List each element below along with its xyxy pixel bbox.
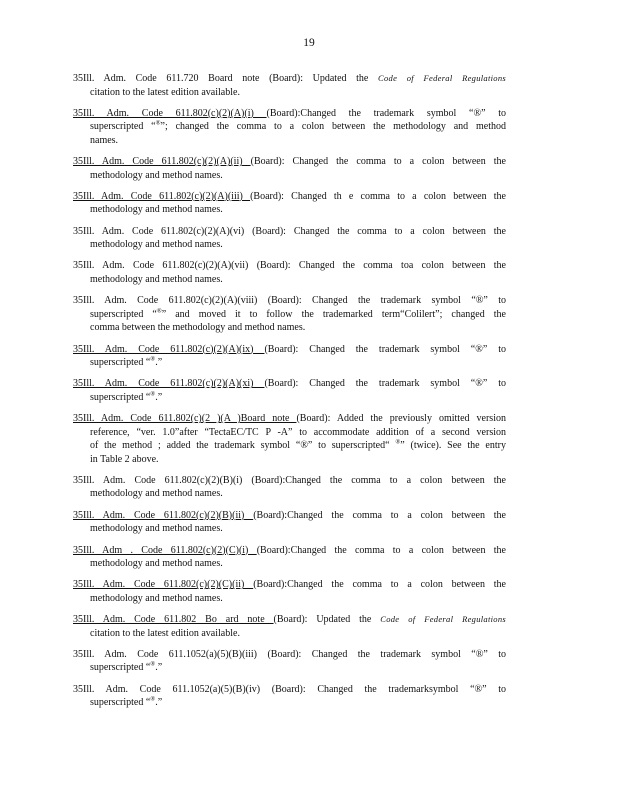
- entry-text: methodology and method names.: [90, 169, 223, 181]
- entry-first-line: [73, 544, 506, 558]
- errata-entry: [73, 294, 506, 335]
- entry-continuation-line: [73, 321, 506, 335]
- entry-text: (Board): Changed the trademark symbol “®” to: [264, 378, 507, 390]
- entry-text: (Board): Changed th e comma to a colon between the: [250, 190, 506, 202]
- entry-first-line: [73, 683, 506, 697]
- entry-continuation-line: [73, 134, 506, 148]
- citation-text: 35Ill. Adm. Code 611.802(c)(2)(B)(ii): [73, 509, 254, 521]
- errata-entry: [73, 613, 506, 640]
- entry-text: superscripted “: [90, 121, 156, 133]
- entry-text: comma between the methodology and method names.: [90, 322, 306, 334]
- errata-entry: [73, 578, 506, 605]
- citation-text: 35Ill. Adm. Code 611.802(c)(2)(A)(ix): [73, 343, 265, 355]
- entry-continuation-line: [73, 439, 506, 453]
- entry-continuation-line: [73, 627, 506, 641]
- entry-text: (Board):Changed the comma to a colon between the: [253, 509, 506, 521]
- citation-text: 35Ill. Adm. Code 611.802 Bo ard note: [73, 614, 274, 626]
- errata-entry: [73, 190, 506, 217]
- entry-first-line: [73, 613, 506, 627]
- entry-first-line: [73, 509, 506, 523]
- superscript-symbol: ®: [155, 119, 161, 127]
- entry-continuation-line: [73, 308, 506, 322]
- entry-text: (Board): Added the previously omitted version: [296, 413, 506, 425]
- entry-text: methodology and method names.: [90, 488, 223, 500]
- errata-entry: [73, 107, 506, 148]
- entry-text: methodology and method names.: [90, 204, 223, 216]
- entry-text: ” and moved it to follow the trademarked term“Colilert”; changed the: [161, 308, 506, 320]
- entry-first-line: [73, 107, 506, 121]
- entry-text: (Board):Changed the trademark symbol “®” to: [266, 107, 506, 119]
- entry-text: (Board):Changed the comma to a colon between the: [253, 579, 506, 591]
- entry-text: superscripted “: [90, 391, 151, 403]
- entry-continuation-line: [73, 238, 506, 252]
- entry-first-line: [73, 190, 506, 204]
- entry-continuation-line: [73, 487, 506, 501]
- errata-entry: [73, 377, 506, 404]
- citation-text: 35Ill. Adm. Code 611.802(c)(2)(A)(vi) (Board): Changed the comma to a colon between the: [73, 225, 506, 237]
- entry-text: names.: [90, 134, 119, 146]
- entry-first-line: [73, 343, 506, 357]
- entry-continuation-line: [73, 453, 506, 467]
- entry-text: .”: [155, 357, 163, 369]
- superscript-symbol: ®: [150, 695, 156, 703]
- entry-text: ” (twice). See the entry: [400, 440, 506, 452]
- errata-entry: [73, 544, 506, 571]
- entry-first-line: [73, 259, 506, 273]
- citation-text: 35Ill. Adm. Code 611.802(c)(2)(A)(xi): [73, 378, 265, 390]
- entry-continuation-line: [73, 661, 506, 675]
- entry-text: of the method ; added the trademark symbol “®” to superscripted“: [90, 440, 396, 452]
- entry-text: citation to the latest edition available.: [90, 86, 240, 98]
- entry-continuation-line: [73, 120, 506, 134]
- citation-text: 35Ill. Adm. Code 611.802(c)(2)(C)(ii): [73, 579, 254, 591]
- entry-text: (Board): Changed the trademark symbol “®” to: [264, 343, 507, 355]
- entry-continuation-line: [73, 203, 506, 217]
- entry-first-line: [73, 155, 506, 169]
- superscript-symbol: ®: [150, 661, 156, 669]
- entry-text: (Board): Changed the comma to a colon between the: [250, 156, 506, 168]
- errata-entry: [73, 412, 506, 466]
- errata-entry: [73, 72, 506, 99]
- entry-text: superscripted “: [90, 308, 157, 320]
- entry-text: (Board):Changed the comma to a colon between the: [256, 544, 506, 556]
- entry-text: methodology and method names.: [90, 273, 223, 285]
- errata-entry: [73, 155, 506, 182]
- entry-text: superscripted “: [90, 662, 151, 674]
- entry-text: superscripted “: [90, 357, 151, 369]
- entry-first-line: [73, 377, 506, 391]
- entry-text: methodology and method names.: [90, 592, 223, 604]
- errata-entry: [73, 259, 506, 286]
- italic-title: Code of Federal Regulations: [380, 614, 506, 625]
- entry-continuation-line: [73, 557, 506, 571]
- italic-title: Code of Federal Regulations: [378, 73, 506, 83]
- errata-entry: [73, 225, 506, 252]
- superscript-symbol: ®: [150, 390, 156, 398]
- errata-entry: [73, 474, 506, 501]
- entry-continuation-line: [73, 391, 506, 405]
- entry-text: .”: [155, 697, 163, 709]
- entry-first-line: [73, 72, 506, 86]
- citation-text: 35Ill. Adm. Code 611.802(c)(2)(A)(iii): [73, 190, 251, 202]
- errata-entry: [73, 683, 506, 710]
- superscript-symbol: ®: [150, 355, 156, 363]
- entry-text: citation to the latest edition available.: [90, 627, 240, 639]
- entry-text: methodology and method names.: [90, 558, 223, 570]
- entry-first-line: [73, 225, 506, 239]
- entry-first-line: [73, 578, 506, 592]
- entry-text: .”: [155, 391, 163, 403]
- superscript-symbol: ®: [156, 307, 162, 315]
- entry-text: superscripted “: [90, 697, 151, 709]
- errata-list: [73, 72, 506, 718]
- entry-first-line: [73, 294, 506, 308]
- entry-text: methodology and method names.: [90, 523, 223, 535]
- citation-text: 35Ill. Adm. Code 611.1052(a)(5)(B)(iii) (Board): Changed the trademark symbol “®” to: [73, 648, 506, 660]
- entry-text: reference, “ver. 1.0”after “TectaEC/TC P -A” to accommodate addition of a second version: [90, 426, 506, 438]
- entry-text: in Table 2 above.: [90, 453, 159, 465]
- entry-text: methodology and method names.: [90, 239, 223, 251]
- entry-continuation-line: [73, 273, 506, 287]
- citation-text: 35Ill. Adm . Code 611.802(c)(2)(C)(i): [73, 544, 257, 556]
- entry-text: (Board): Updated the: [273, 614, 381, 626]
- superscript-symbol: ®: [395, 438, 401, 446]
- citation-text: 35Ill. Adm. Code 611.802(c)(2 )(A )Board note: [73, 413, 297, 425]
- entry-continuation-line: [73, 426, 506, 440]
- errata-entry: [73, 509, 506, 536]
- entry-text: ”; changed the comma to a colon between the methodology and method: [160, 121, 506, 133]
- errata-entry: [73, 648, 506, 675]
- entry-continuation-line: [73, 86, 506, 100]
- citation-text: 35Ill. Adm. Code 611.802(c)(2)(B)(i) (Board):Changed the comma to a colon between the: [73, 474, 506, 486]
- citation-text: 35Ill. Adm. Code 611.802(c)(2)(A)(vii) (Board): Changed the comma toa colon between the: [73, 260, 506, 272]
- citation-text: 35Ill. Adm. Code 611.802(c)(2)(A)(viii) (Board): Changed the trademark symbol “®” to: [73, 295, 506, 307]
- citation-text: 35Ill. Adm. Code 611.802(c)(2)(A)(i): [73, 107, 267, 119]
- entry-first-line: [73, 648, 506, 662]
- entry-text: .”: [155, 662, 163, 674]
- entry-first-line: [73, 474, 506, 488]
- entry-continuation-line: [73, 356, 506, 370]
- citation-text: 35Ill. Adm. Code 611.1052(a)(5)(B)(iv) (Board): Changed the trademarksymbol “®” to: [73, 683, 506, 695]
- page-number: 19: [303, 37, 315, 49]
- errata-entry: [73, 343, 506, 370]
- entry-continuation-line: [73, 522, 506, 536]
- citation-text: 35Ill. Adm. Code 611.720 Board note (Board): Updated the: [73, 73, 379, 84]
- entry-continuation-line: [73, 169, 506, 183]
- citation-text: 35Ill. Adm. Code 611.802(c)(2)(A)(ii): [73, 156, 251, 168]
- entry-continuation-line: [73, 696, 506, 710]
- entry-first-line: [73, 412, 506, 426]
- entry-continuation-line: [73, 592, 506, 606]
